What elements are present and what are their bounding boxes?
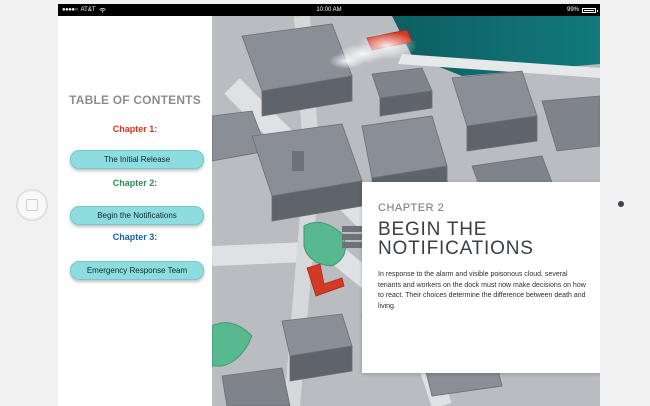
- chapter-1-button[interactable]: The Initial Release: [70, 150, 204, 169]
- signal-icon: ●●●●○: [62, 7, 78, 13]
- chapter-2-button[interactable]: Begin the Notifications: [70, 206, 204, 225]
- chapter-1-label: Chapter 1:: [112, 124, 158, 134]
- chapter-description: In response to the alarm and visible poisonous cloud, several tenants and workers on the dock must now make decisions on how to react. Their choices determine the difference between death and living.: [378, 271, 586, 310]
- battery-percent: 99%: [566, 7, 579, 13]
- chapter-number: CHAPTER 2: [378, 202, 445, 214]
- battery-icon: [582, 8, 596, 13]
- chapter-title-line1: BEGIN THE: [378, 219, 488, 240]
- home-button[interactable]: [16, 189, 48, 221]
- chapter-3-label: Chapter 3:: [112, 232, 158, 242]
- toc-title: TABLE OF CONTENTS: [69, 93, 201, 107]
- chapter-3-button[interactable]: Emergency Response Team: [70, 261, 204, 280]
- status-bar: [58, 4, 600, 16]
- camera-icon: [618, 201, 624, 207]
- clock: 10:00 AM: [316, 7, 342, 13]
- chapter-title-line2: NOTIFICATIONS: [378, 238, 534, 259]
- screen: [58, 4, 600, 406]
- table-of-contents: [58, 16, 212, 406]
- carrier-label: AT&T: [80, 7, 96, 13]
- chapter-title: [378, 220, 588, 258]
- chapter-2-label: Chapter 2:: [112, 178, 158, 188]
- chapter-card: [362, 182, 600, 373]
